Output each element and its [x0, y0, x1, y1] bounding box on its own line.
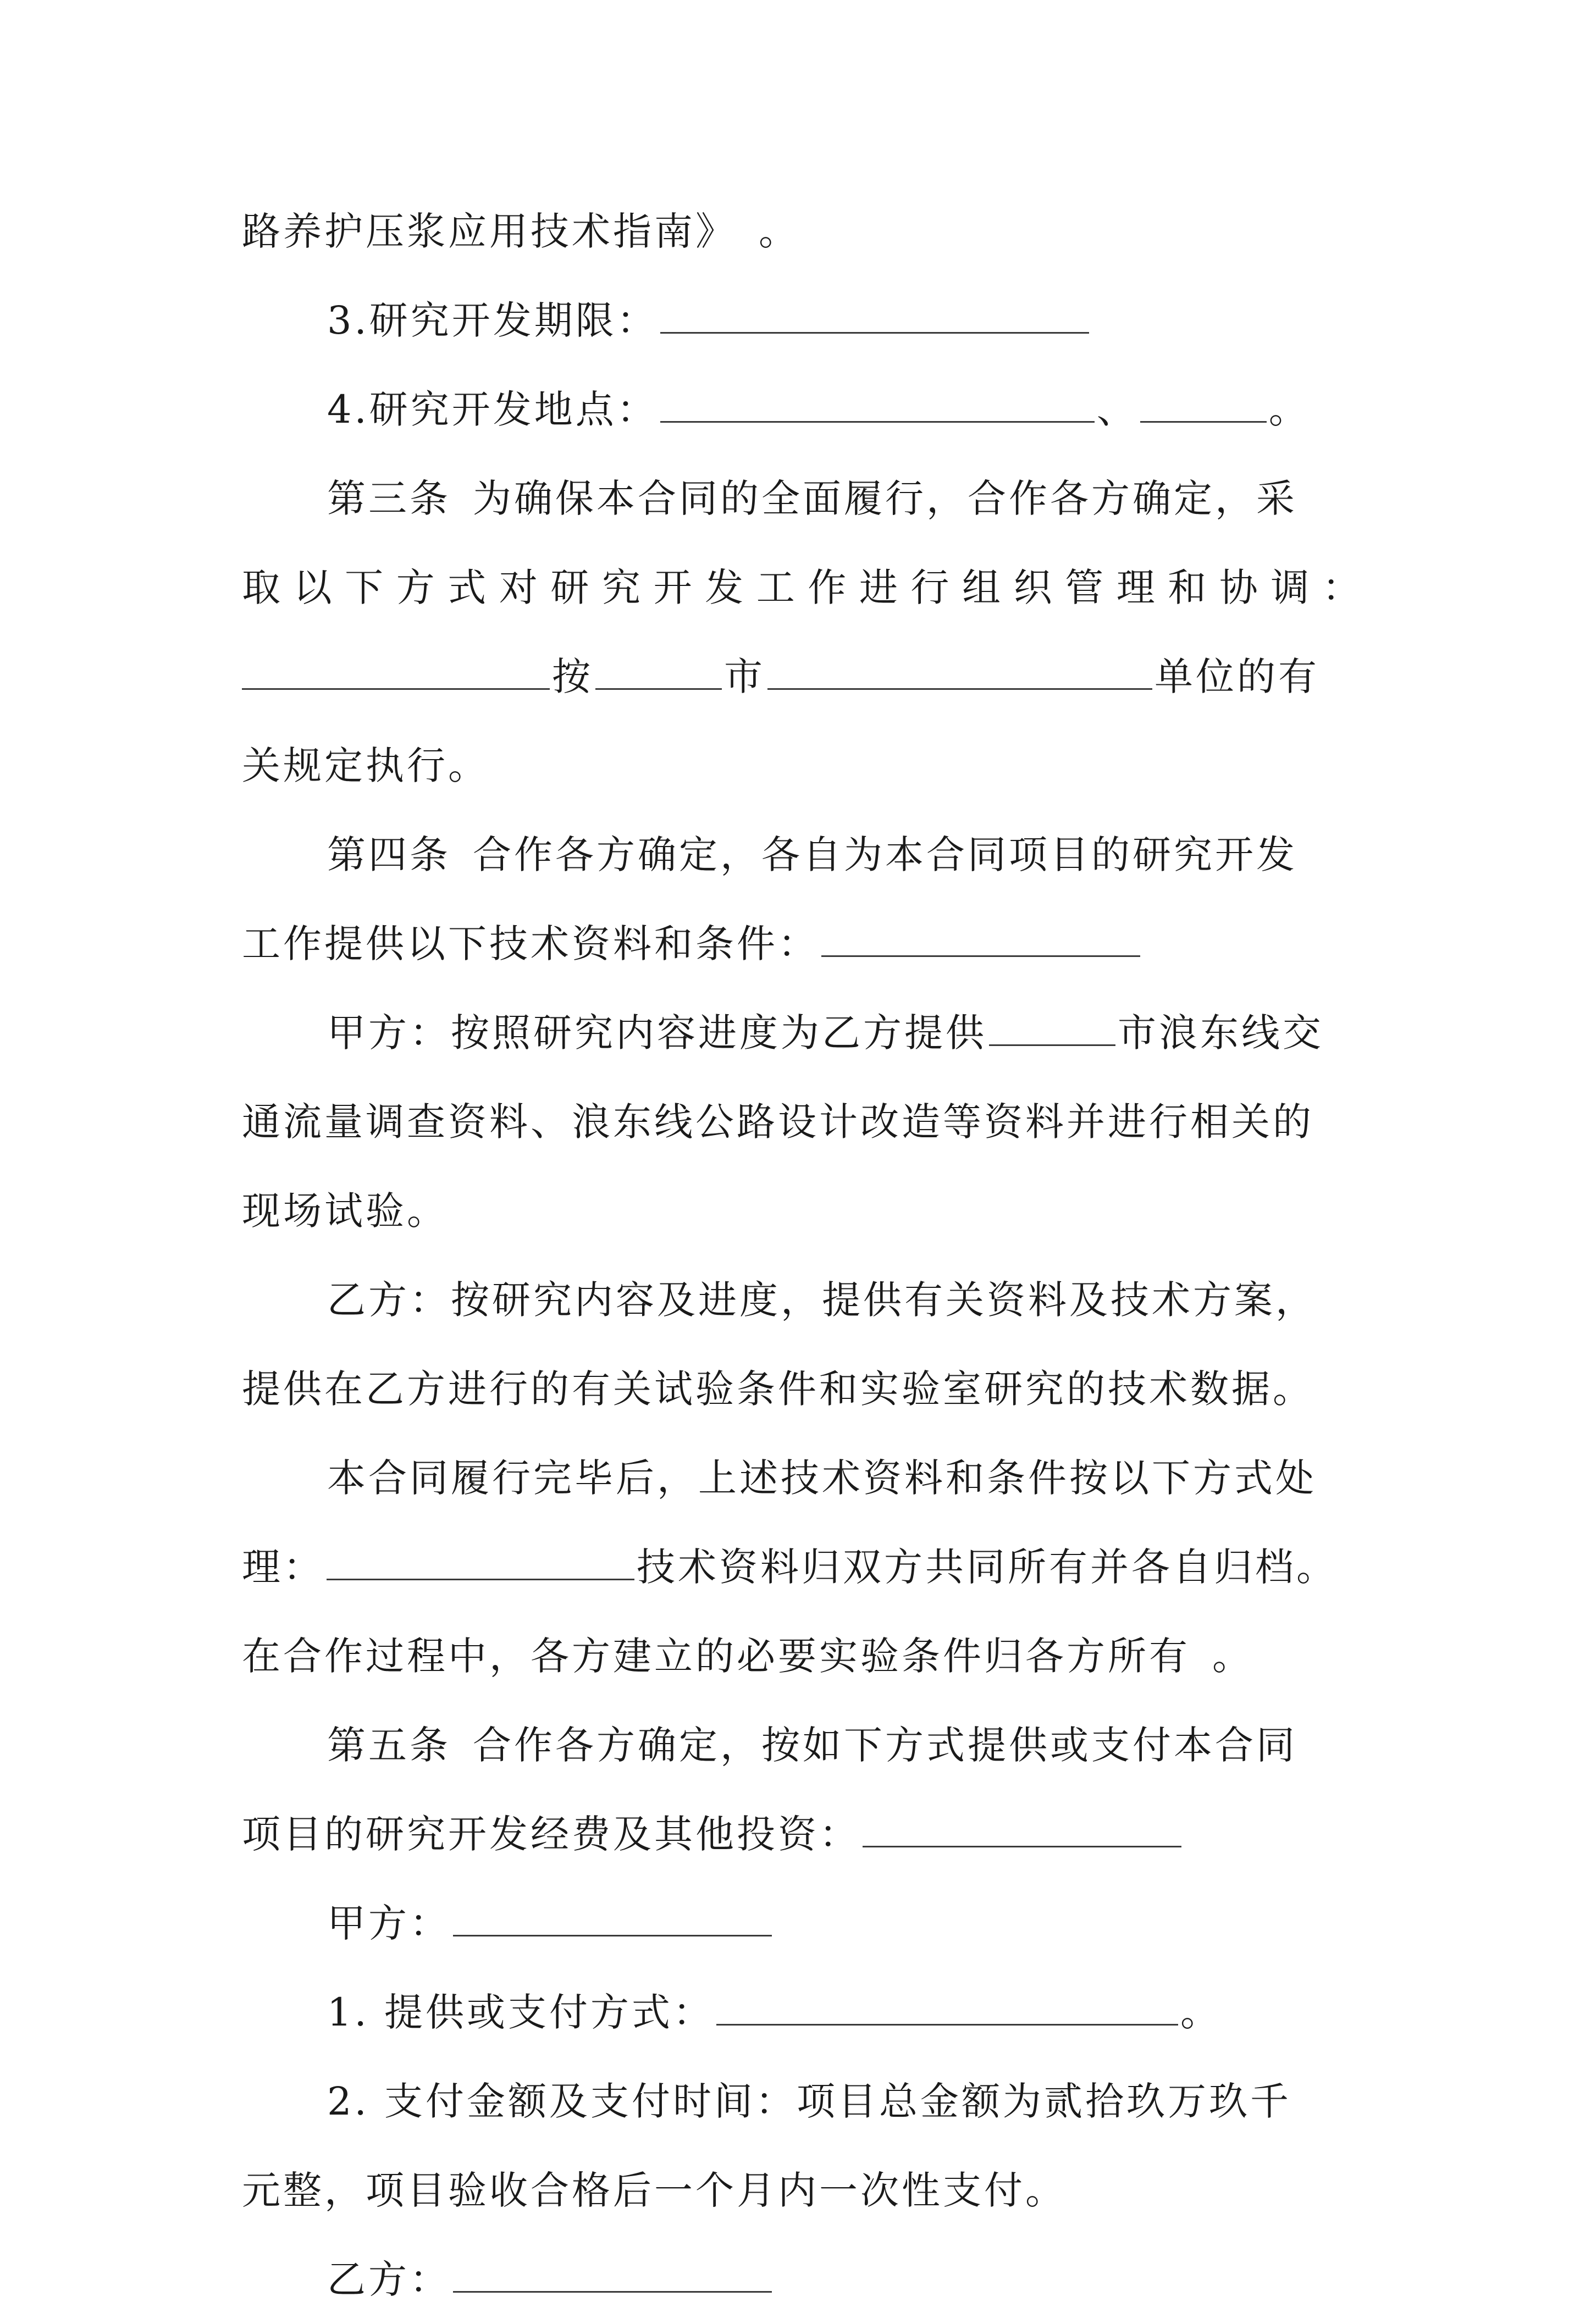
- doc-line: [242, 721, 1363, 810]
- line-text: 现场试验。: [242, 1188, 448, 1233]
- line-text: 甲方：: [327, 1901, 451, 1946]
- blank-field: [453, 1904, 772, 1936]
- doc-line: [242, 1434, 1363, 1523]
- doc-line: [242, 365, 1363, 454]
- article-number: 第五条: [327, 1723, 451, 1768]
- line-text: 4.研究开发地点：: [327, 387, 658, 432]
- blank-field: [716, 1993, 1178, 2026]
- line-text: 技术资料归双方共同所有并各自归档。: [637, 1545, 1338, 1590]
- doc-line: [242, 1523, 1363, 1612]
- line-text: 提供在乙方进行的有关试验条件和实验室研究的技术数据。: [242, 1366, 1314, 1412]
- line-text: 乙方：: [327, 2257, 451, 2302]
- blank-field: [660, 301, 1089, 334]
- doc-line: [242, 1255, 1363, 1344]
- blank-field: [1140, 390, 1267, 423]
- article-number: 第四条: [327, 832, 451, 877]
- line-text: 通流量调查资料、浪东线公路设计改造等资料并进行相关的: [242, 1099, 1314, 1144]
- doc-line: [242, 2057, 1363, 2146]
- article-heading: [242, 454, 1363, 543]
- blank-field: [453, 2260, 772, 2293]
- line-end: 。: [759, 209, 800, 254]
- blank-field: [863, 1815, 1181, 1847]
- line-text: 3.研究开发期限：: [327, 298, 658, 343]
- line-text: 1. 提供或支付方式：: [327, 1990, 715, 2035]
- line-end: 。: [1268, 387, 1310, 432]
- line-text: 按: [552, 654, 593, 699]
- doc-line: [242, 988, 1363, 1077]
- doc-line: [242, 276, 1363, 365]
- blank-field: [660, 390, 1095, 423]
- doc-line: [242, 1879, 1363, 1968]
- line-text: 关规定执行。: [242, 743, 489, 788]
- line-end: 。: [1212, 1634, 1253, 1679]
- contract-page: [242, 187, 1363, 2324]
- article-number: 第三条: [327, 476, 451, 521]
- blank-field: [989, 1014, 1115, 1046]
- line-text: 本合同履行完毕后，上述技术资料和条件按以下方式处: [327, 1456, 1317, 1501]
- line-text: 乙方：按研究内容及进度，提供有关资料及技术方案，: [327, 1277, 1317, 1323]
- blank-field: [327, 1548, 634, 1580]
- line-text: 项目的研究开发经费及其他投资：: [242, 1812, 860, 1857]
- line-text: 理：: [242, 1545, 324, 1590]
- article-heading: [242, 810, 1363, 899]
- doc-line: [242, 543, 1363, 632]
- blank-field: [767, 657, 1152, 690]
- line-text: 市: [724, 654, 765, 699]
- blank-field: [595, 657, 722, 690]
- line-text: 2. 支付金额及支付时间：项目总金额为贰拾玖万玖千: [327, 2079, 1292, 2124]
- line-text: 为确保本合同的全面履行，合作各方确定，采: [473, 476, 1297, 521]
- article-heading: [242, 1701, 1363, 1790]
- line-text: 甲方：按照研究内容进度为乙方提供: [327, 1010, 987, 1055]
- line-text: 工作提供以下技术资料和条件：: [242, 921, 819, 966]
- blank-field: [242, 657, 550, 690]
- doc-line: [242, 1968, 1363, 2057]
- line-text: 市浪东线交: [1118, 1010, 1324, 1055]
- line-text: 取以下方式对研究开发工作进行组织管理和协调：: [242, 565, 1363, 610]
- line-text: 在合作过程中，各方建立的必要实验条件归各方所有: [242, 1634, 1190, 1679]
- doc-line: [242, 632, 1363, 721]
- blank-field: [821, 925, 1140, 957]
- doc-line: [242, 2235, 1363, 2324]
- line-text: 路养护压浆应用技术指南》: [242, 209, 737, 254]
- doc-line: [242, 899, 1363, 988]
- line-end: 。: [1180, 1990, 1222, 2035]
- doc-line: [242, 2146, 1363, 2235]
- line-text: 元整，项目验收合格后一个月内一次性支付。: [242, 2168, 1067, 2213]
- separator: 、: [1096, 387, 1138, 432]
- line-text: 单位的有: [1154, 654, 1319, 699]
- doc-line: [242, 1166, 1363, 1255]
- doc-line: [242, 1790, 1363, 1879]
- line-text: 合作各方确定，各自为本合同项目的研究开发: [473, 832, 1297, 877]
- doc-line: [242, 1344, 1363, 1434]
- doc-line: [242, 1077, 1363, 1166]
- doc-line: [242, 187, 1363, 276]
- doc-line: [242, 1612, 1363, 1701]
- line-text: 合作各方确定，按如下方式提供或支付本合同: [473, 1723, 1297, 1768]
